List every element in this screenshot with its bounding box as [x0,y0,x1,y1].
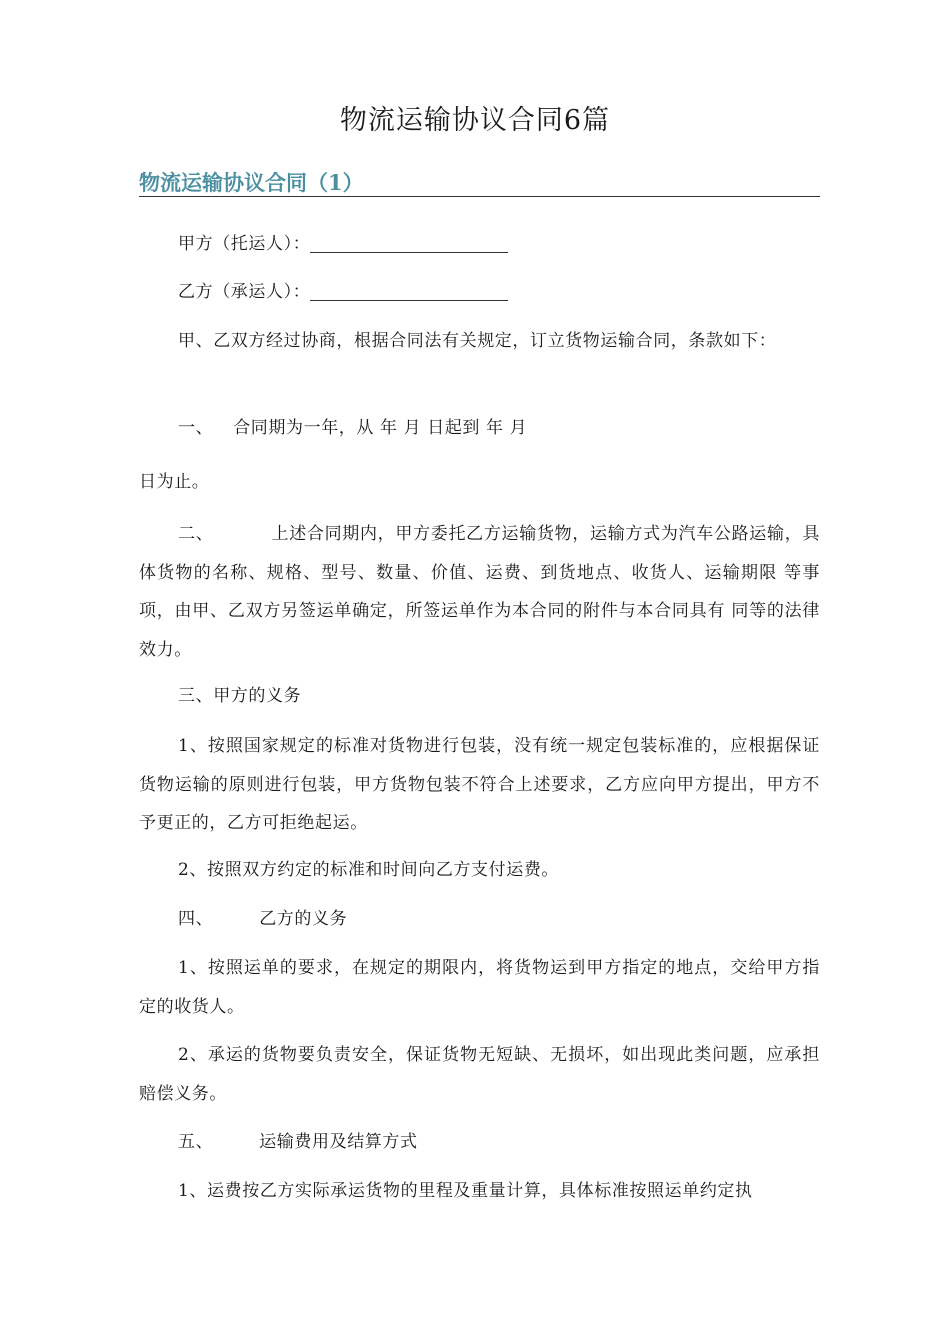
section-heading: 物流运输协议合同（1） [139,170,820,197]
clause-5-number: 五、 [178,1132,214,1152]
party-a-blank [310,232,508,253]
clause-5-item-1: 1、运费按乙方实际承运货物的里程及重量计算，具体标准按照运单约定执 [178,1181,753,1201]
clause-2-text: 上述合同期内，甲方委托乙方运输货物，运输方式为汽车公路运输，具 体货物的名称、规格、型号、数量、价值、运费、到货地点、收货人、运输期限 等事项，由甲、乙双方另签运单确定，所签运单作为本合同的附件与本合同具有 同等的法律效力。 [139,524,820,660]
clause-5-title: 运输费用及结算方式 [259,1132,418,1152]
clause-4-item-2: 2、承运的货物要负责安全，保证货物无短缺、无损坏，如出现此类问题，应承担赔偿义务。 [139,1045,820,1104]
clause-3-item-1: 1、按照国家规定的标准对货物进行包装，没有统一规定包装标准的，应根据保证货物运输的原则进行包装，甲方货物包装不符合上述要求，乙方应向甲方提出，甲方不予更正的，乙方可拒绝起运。 [139,736,820,833]
party-a-row [139,225,859,264]
clause-5-heading [139,1123,859,1162]
clause-4-heading [139,900,859,939]
party-b-row [139,273,859,312]
clause-3-item-2: 2、按照双方约定的标准和时间向乙方支付运费。 [178,860,560,880]
clause-1-text: 合同期为一年，从 年 月 日起到 年 月 [233,418,528,438]
clause-1 [139,409,859,448]
clause-3-heading: 三、甲方的义务 [178,686,302,706]
clause-2 [139,515,820,669]
clause-4-number: 四、 [178,909,214,929]
clause-4-item-1: 1、按照运单的要求，在规定的期限内，将货物运到甲方指定的地点，交给甲方指定的收货人。 [139,958,820,1017]
clause-1-number: 一、 [178,418,214,438]
clause-2-number: 二、 [178,524,214,544]
clause-1-continued: 日为止。 [139,472,210,492]
document-title: 物流运输协议合同6篇 [339,105,611,136]
party-b-label: 乙方（承运人）： [178,282,311,302]
clause-4-title: 乙方的义务 [259,909,348,929]
party-b-blank [310,280,508,301]
party-a-label: 甲方（托运人）： [178,234,311,254]
intro-paragraph: 甲、乙双方经过协商，根据合同法有关规定，订立货物运输合同，条款如下： [178,331,777,351]
